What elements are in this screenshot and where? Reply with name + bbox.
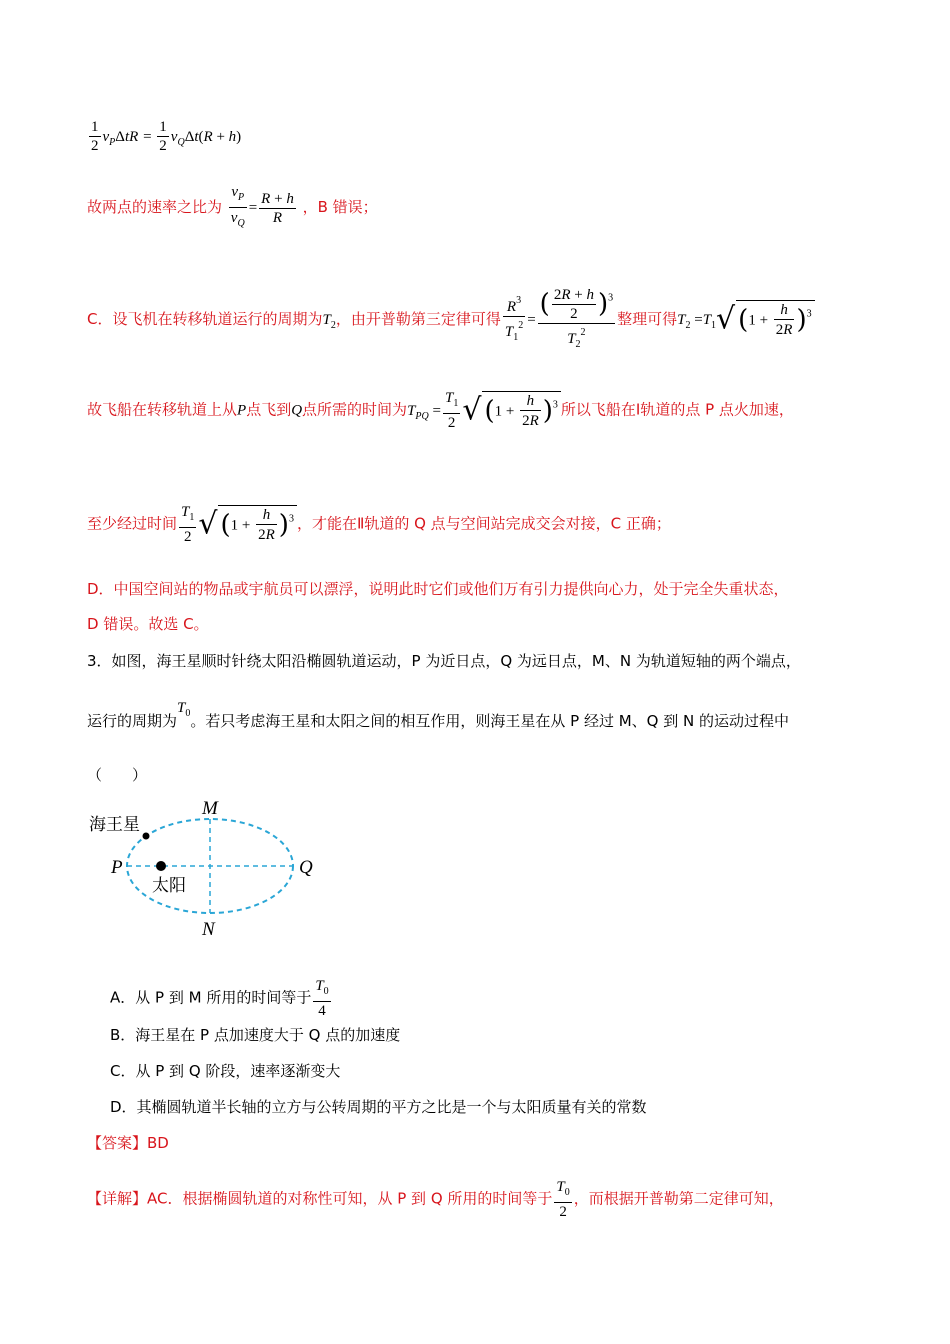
point-q: Q (291, 402, 303, 419)
speed-ratio-line: 故两点的速率之比为 $\frac{v_P}{v_Q}$ = $\frac{R + h}{R}$ ，B 错误； (87, 182, 378, 233)
t0-symbol: $T_0$ (177, 700, 191, 719)
question-3-line1: 3．如图，海王星顺时针绕太阳沿椭圆轨道运动，P 为近日点，Q 为远日点，M、N 为轨道短轴的两个端点， (87, 652, 801, 670)
transfer-text: 故飞船在转移轨道上从 (87, 400, 238, 419)
docking-text: ，才能在Ⅱ轨道的 Q 点与空间站完成交会对接，C 正确； (296, 514, 671, 533)
answer-bracket: （ ） (87, 766, 148, 784)
detail-text: 【详解】AC．根据椭圆轨道的对称性可知，从 P 到 Q 所用的时间等于 (87, 1189, 553, 1208)
ignition-text: 所以飞船在Ⅰ轨道的点 P 点火加速， (560, 400, 794, 419)
planet-label: 海王星 (89, 815, 140, 835)
option-d[interactable]: D．其椭圆轨道半长轴的立方与公转周期的平方之比是一个与太阳质量有关的常数 (110, 1098, 647, 1116)
t0-over-4: $\frac{T_0}{4}$ (315, 978, 329, 1019)
point-p: P (237, 402, 247, 419)
period-text: C．设飞机在转移轨道运行的周期为 (87, 310, 323, 328)
planet-dot (143, 833, 150, 840)
speed-ratio-formula: $\frac{v_P}{v_Q}$ (230, 184, 245, 229)
option-a[interactable] (110, 976, 333, 1020)
rearrange-text: 整理可得 (617, 310, 678, 328)
question-3-text: 。若只考虑海王星和太阳之间的相互作用，则海王星在从 P 经过 M、Q 到 N 的运动过程中 (190, 712, 789, 730)
speed-ratio-conclusion: ，B 错误； (302, 198, 378, 216)
orbit-figure (85, 795, 325, 945)
min-time-formula: $\frac{T_1}{2}$ √ (1 + $\frac{h}{2R}$ )$^3$ (177, 515, 297, 533)
min-time-text: 至少经过时间 (87, 514, 178, 533)
t0-over-2: $\frac{T_0}{2}$ (556, 1179, 570, 1220)
kepler-text: ，由开普勒第三定律可得 (335, 310, 501, 328)
period-label: 运行的周期为 (87, 712, 178, 730)
label-m: M (202, 798, 218, 819)
option-d-explanation: D．中国空间站的物品或宇航员可以漂浮，说明此时它们或他们万有引力提供向心力，处于完全失重状态， (87, 580, 789, 598)
kepler-third-law-line: C．设飞机在转移轨道运行的周期为$T_2$，由开普勒第三定律可得 $\frac{R^3}{T_1^2}$ = ( $\frac{2R + h}{2}$ )$^3$ $T_2^2$ 整理可得$T_2 =T_1√$ (1 + $\frac{h}{2R}$ )$^3$ (87, 285, 815, 354)
transfer-time-line (87, 388, 794, 432)
conclusion-line: D 错误。故选 C。 (87, 615, 209, 633)
detail-text-2: ，而根据开普勒第二定律可知， (573, 1189, 784, 1208)
detail-line (87, 1177, 784, 1221)
answer-line: 【答案】BD (87, 1134, 169, 1152)
option-a-text: A．从 P 到 M 所用的时间等于 (110, 988, 312, 1007)
label-q: Q (299, 857, 313, 878)
time-text: 点所需的时间为 (302, 400, 408, 419)
min-time-line (87, 502, 671, 546)
kepler-formula-left: $\frac{R^3}{T_1^2}$ (503, 292, 525, 347)
question-3-line2 (87, 700, 789, 739)
fly-text: 点飞到 (246, 400, 292, 419)
kepler-formula-right: ( $\frac{2R + h}{2}$ )$^3$ $T_2^2$ (539, 287, 614, 350)
option-b[interactable]: B．海王星在 P 点加速度大于 Q 点的加速度 (110, 1026, 401, 1044)
label-n: N (202, 919, 215, 940)
tpq-formula: $T_{PQ}$ = $\frac{T_1}{2}$ √ (1 + $\frac{h}{2R}$ )$^3$ (407, 401, 561, 419)
speed-ratio-text: 故两点的速率之比为 (87, 198, 223, 216)
sun-label: 太阳 (152, 876, 186, 896)
equation-area-law: $\frac{1}{2}$ $v_P\Delta tR$ = $\frac{1}{2}$ $v_Q\Delta t(R + h)$ (91, 119, 242, 154)
sun-dot (156, 861, 166, 871)
label-p: P (111, 857, 123, 878)
t2-formula: $T_2 =T_1√$ (1 + $\frac{h}{2R}$ )$^3$ (677, 310, 814, 328)
option-c[interactable]: C．从 P 到 Q 阶段，速率逐渐变大 (110, 1062, 341, 1080)
